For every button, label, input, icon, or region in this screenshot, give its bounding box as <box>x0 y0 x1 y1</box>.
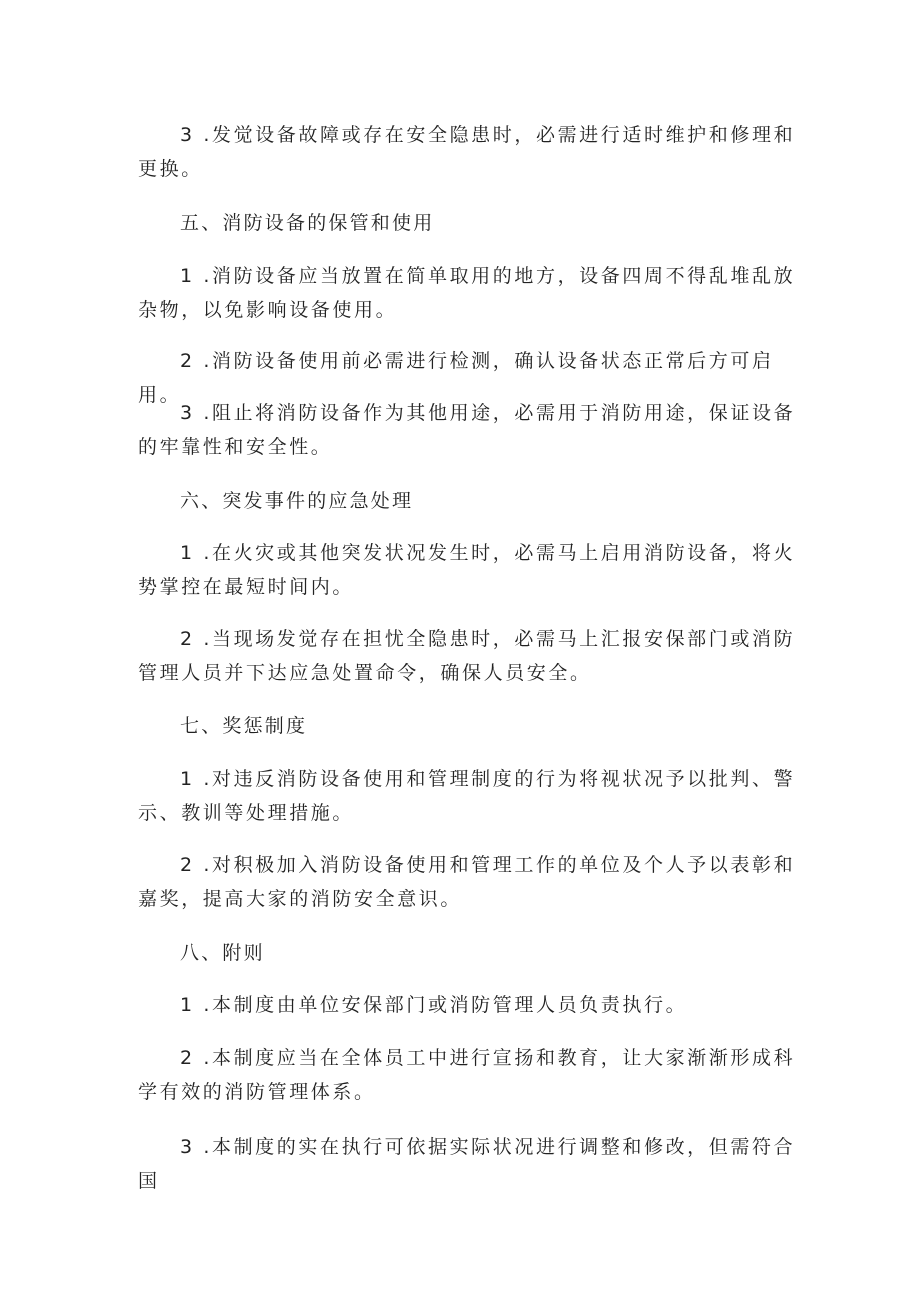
section-heading-6: 六、突发事件的应急处理 <box>180 490 414 512</box>
paragraph-item-2-hazard-report: 2 .当现场发觉存在担忧全隐患时，必需马上汇报安保部门或消防管理人员并下达应急处置命令，确保人员安全。 <box>138 628 796 684</box>
section-heading-5: 五、消防设备的保管和使用 <box>180 212 435 234</box>
section-heading-8: 八、附则 <box>180 942 265 964</box>
paragraph-item-2-reward: 2 .对积极加入消防设备使用和管理工作的单位及个人予以表彰和嘉奖，提高大家的消防安全意识。 <box>138 854 796 910</box>
paragraph-item-2-inspection: 2 .消防设备使用前必需进行检测，确认设备状态正常后方可启用。 <box>138 350 774 406</box>
paragraph-item-1-fire-response: 1 .在火灾或其他突发状况发生时，必需马上启用消防设备，将火势掌控在最短时间内。 <box>138 542 796 598</box>
paragraph-item-1-placement: 1 .消防设备应当放置在简单取用的地方，设备四周不得乱堆乱放杂物，以免影响设备使用。 <box>138 265 796 321</box>
paragraph-item-3-adjustment: 3 .本制度的实在执行可依据实际状况进行调整和修改，但需符合国 <box>138 1136 796 1192</box>
paragraph-item-2-education: 2 .本制度应当在全体员工中进行宣扬和教育，让大家渐渐形成科学有效的消防管理体系。 <box>138 1047 796 1103</box>
section-heading-7: 七、奖惩制度 <box>180 715 308 737</box>
paragraph-item-3-usage-restriction: 3 .阻止将消防设备作为其他用途，必需用于消防用途，保证设备的牢靠性和安全性。 <box>138 402 796 458</box>
paragraph-item-1-penalty: 1 .对违反消防设备使用和管理制度的行为将视状况予以批判、警示、教训等处理措施。 <box>138 768 796 824</box>
paragraph-item-1-execution: 1 .本制度由单位安保部门或消防管理人员负责执行。 <box>180 994 688 1016</box>
paragraph-item-3-fault-repair: 3 .发觉设备故障或存在安全隐患时，必需进行适时维护和修理和更换。 <box>138 124 796 180</box>
